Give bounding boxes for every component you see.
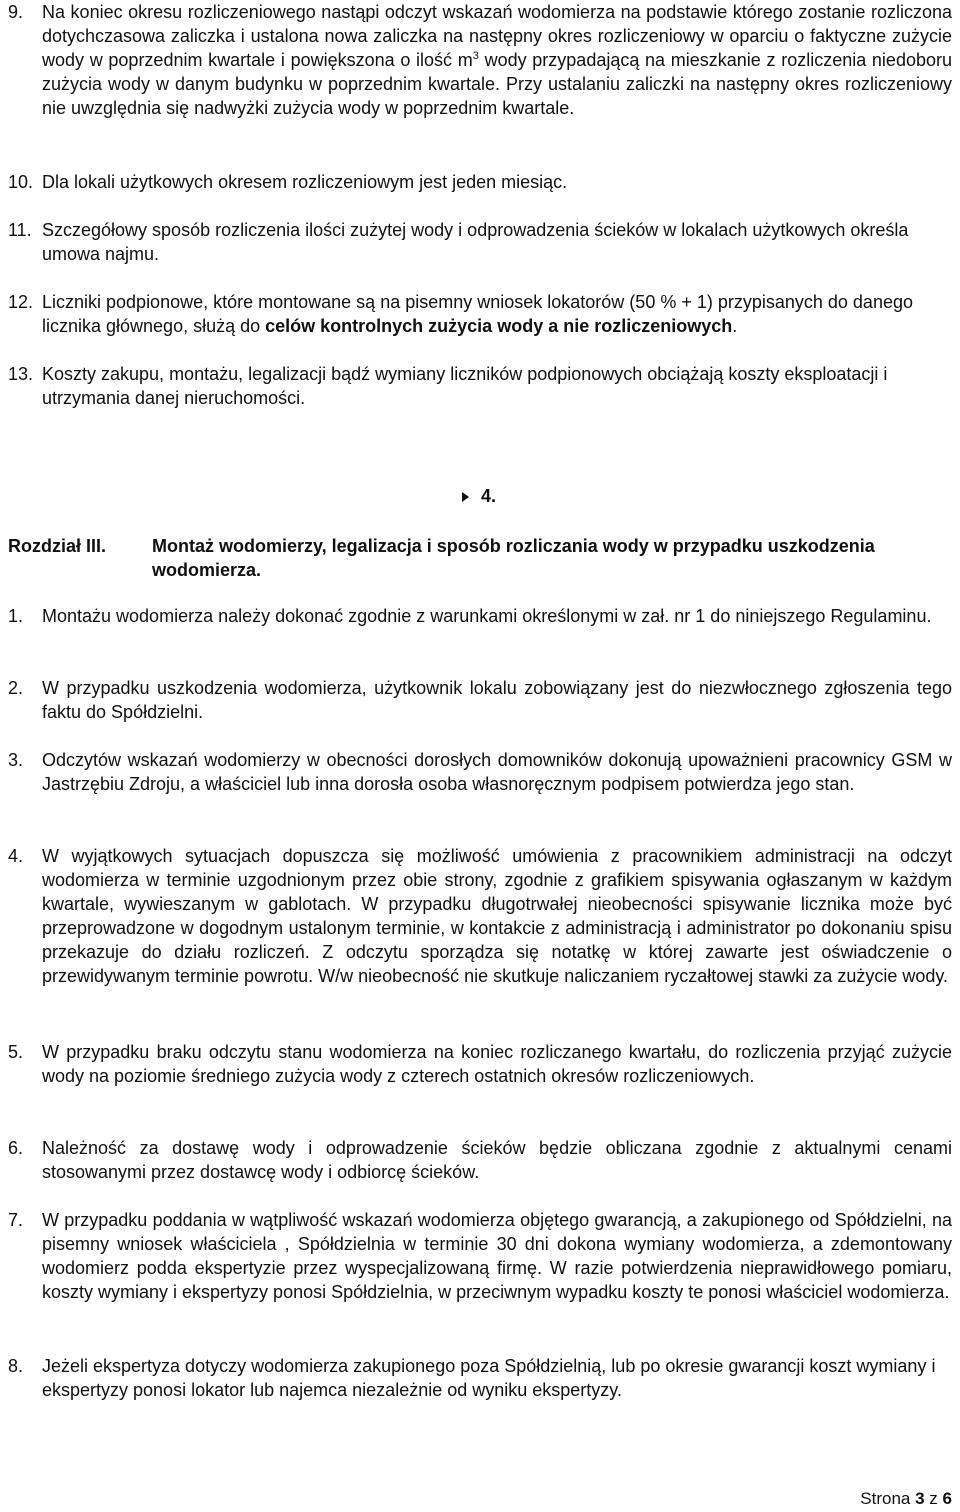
item-number: 3. [8,750,24,770]
chapter-item-2 [8,676,952,724]
item-number: 5. [8,1042,24,1062]
item-text: Dla lokali użytkowych okresem rozliczeniowym jest jeden miesiąc. [42,172,568,192]
item-number: 6. [8,1138,24,1158]
bold-phrase: celów kontrolnych zużycia wody a nie rozliczeniowych [265,316,733,336]
chapter-item-6 [8,1136,952,1184]
chapter-item-3 [8,748,952,796]
item-11 [8,218,952,266]
item-text: Odczytów wskazań wodomierzy w obecności dorosłych domowników dokonują upoważnieni pracownicy GSM w Jastrzębiu Zdroju, a właściciel lub inna dorosła osoba własnoręcznym podpisem potwierdza jego stan. [42,750,952,794]
item-text: W przypadku braku odczytu stanu wodomierza na koniec rozliczanego kwartału, do rozliczenia przyjąć zużycie wody na poziomie średniego zużycia wody z czterech ostatnich okresów rozliczeniowych. [42,1042,952,1086]
item-number: 11. [8,220,32,240]
section-marker: 4. [462,486,506,506]
item-10 [8,170,952,194]
item-text: Liczniki podpionowe, które montowane są na pisemny wniosek lokatorów (50 % + 1) przypisanych do danego licznika głównego, służą do celów kontrolnych zużycia wody a nie rozliczeniowych. [42,292,913,336]
chapter-item-8 [8,1354,952,1402]
chapter-title: Montaż wodomierzy, legalizacja i sposób rozliczania wody w przypadku uszkodzenia wodomierza. [152,536,875,580]
item-text: Szczegółowy sposób rozliczenia ilości zużytej wody i odprowadzenia ścieków w lokalach użytkowych określa umowa najmu. [42,220,909,264]
item-text: Montażu wodomierza należy dokonać zgodnie z warunkami określonymi w zał. nr 1 do niniejszego Regulaminu. [42,606,932,626]
item-number: 4. [8,846,24,866]
item-13 [8,362,952,410]
item-number: 9. [8,2,24,22]
page-indicator: Strona 3 z 6 [860,1489,952,1508]
chapter-item-7 [8,1208,952,1304]
item-number: 12. [8,292,34,312]
item-text: W wyjątkowych sytuacjach dopuszcza się możliwość umówienia z pracownikiem administracji na odczyt wodomierza w terminie uzgodnionym przez obie strony, zgodnie z grafikiem spisywania ogłaszanym w każdym kwartale, wywieszanym w gablotach. W przypadku długotrwałej nieobecności spisywanie licznika może być przeprowadzone w dogodnym ustalonym terminie, w kontakcie z administracją i administrator po dokonaniu spisu przekazuje do działu rozliczeń. Z odczytu sporządza się notatkę w której zawarte jest oświadczenie o przewidywanym terminie powrotu. W/w nieobecność nie skutkuje naliczaniem ryczałtowej stawki za zużycie wody. [42,846,952,986]
chapter-item-4 [8,844,952,988]
item-text: Należność za dostawę wody i odprowadzenie ścieków będzie obliczana zgodnie z aktualnymi cenami stosowanymi przez dostawcę wody i odbiorcę ścieków. [42,1138,952,1182]
item-text: W przypadku uszkodzenia wodomierza, użytkownik lokalu zobowiązany jest do niezwłocznego zgłoszenia tego faktu do Spółdzielni. [42,678,952,722]
item-number: 13. [8,364,34,384]
item-9 [8,0,952,120]
item-12 [8,290,952,338]
item-number: 1. [8,606,24,626]
item-text: Na koniec okresu rozliczeniowego nastąpi odczyt wskazań wodomierza na podstawie którego zostanie rozliczona dotychczasowa zaliczka i ustalona nowa zaliczka na następny okres rozliczeniowy w oparciu o faktyczne zużycie wody w poprzednim kwartale i powiększona o ilość $m^3$ wody przypadającą na mieszkanie z rozliczenia niedoboru zużycia wody w danym budynku w poprzednim kwartale. Przy ustalaniu zaliczki na następny okres rozliczeniowy nie uwzględnia się nadwyżki zużycia wody w poprzednim kwartale. [42,2,952,118]
item-text: Koszty zakupu, montażu, legalizacji bądź wymiany liczników podpionowych obciążają koszty eksploatacji i utrzymania danej nieruchomości. [42,364,888,408]
item-number: 8. [8,1356,24,1376]
chapter-item-1 [8,604,952,628]
chapter-label: Rozdział III. [8,536,107,556]
item-number: 7. [8,1210,24,1230]
item-number: 10. [8,172,34,192]
item-text: W przypadku poddania w wątpliwość wskazań wodomierza objętego gwarancją, a zakupionego od Spółdzielni, na pisemny wniosek właściciela , Spółdzielnia w terminie 30 dni dokona wymiany wodomierza, a zdemontowany wodomierz podda ekspertyzie przez wyspecjalizowaną firmę. W razie potwierdzenia nieprawidłowego pomiaru, koszty wymiany i ekspertyzy ponosi Spółdzielnia, w przeciwnym wypadku koszty te ponosi właściciel wodomierza. [42,1210,952,1302]
item-number: 2. [8,678,24,698]
chapter-item-5 [8,1040,952,1088]
item-text: Jeżeli ekspertyza dotyczy wodomierza zakupionego poza Spółdzielnią, lub po okresie gwarancji koszt wymiany i ekspertyzy ponosi lokator lub najemca niezależnie od wyniku ekspertyzy. [42,1356,936,1400]
